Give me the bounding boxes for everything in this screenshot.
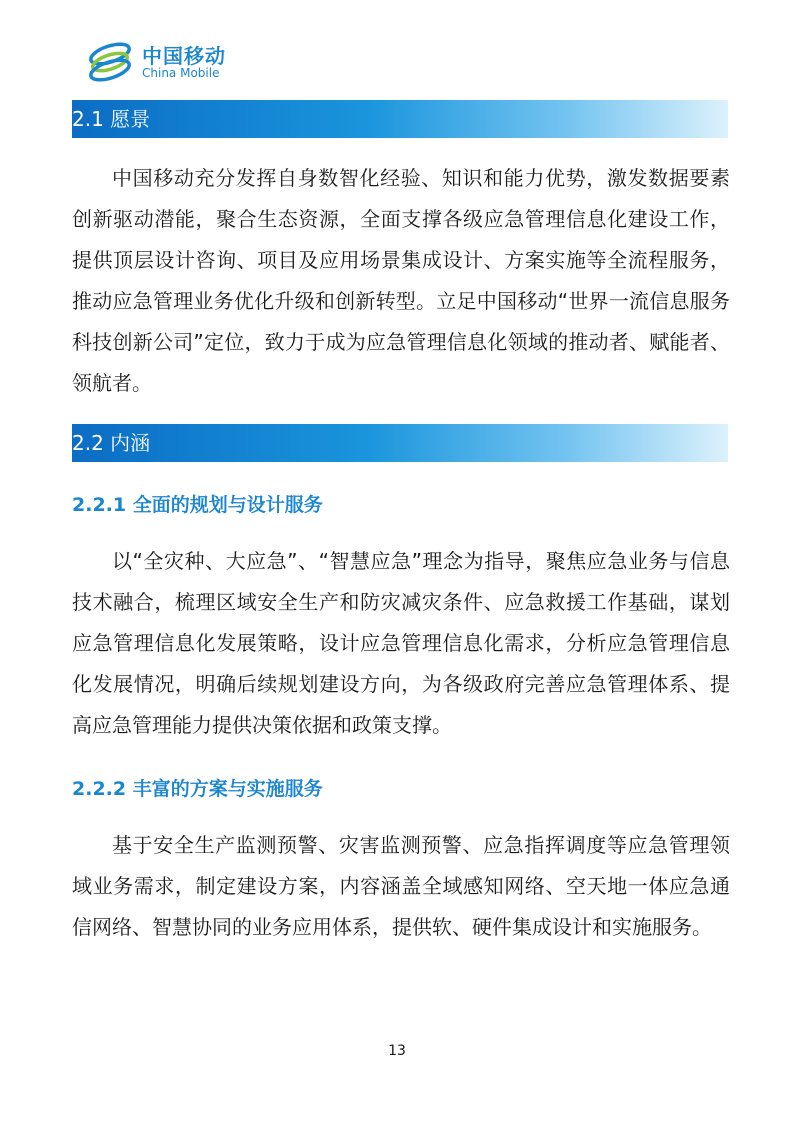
subsection-heading-2-2-2: 2.2.2 丰富的方案与实施服务	[72, 778, 323, 800]
subsection-2-2-1-paragraph: 以“全灾种、大应急”、“智慧应急”理念为指导，聚焦应急业务与信息技术融合，梳理区域安全生产和防灾减灾条件、应急救援工作基础，谋划应急管理信息化发展策略，设计应急管理信息化需求，分析应急管理信息化发展情况，明确后续规划建设方向，为各级政府完善应急管理体系、提高应急管理能力提供决策依据和政策支撑。	[72, 549, 730, 737]
section-heading-2-2: 2.2 内涵	[72, 424, 728, 462]
logo-english-name: China Mobile	[142, 66, 220, 80]
section-heading-2-1: 2.1 愿景	[72, 100, 728, 138]
subsection-heading-2-2-1: 2.2.1 全面的规划与设计服务	[72, 494, 323, 516]
page-number: 13	[388, 1043, 406, 1059]
section-2-1-paragraph: 中国移动充分发挥自身数智化经验、知识和能力优势，激发数据要素创新驱动潜能，聚合生态资源，全面支撑各级应急管理信息化建设工作，提供顶层设计咨询、项目及应用场景集成设计、方案实施等全流程服务，推动应急管理业务优化升级和创新转型。立足中国移动“世界一流信息服务科技创新公司”定位，致力于成为应急管理信息化领域的推动者、赋能者、领航者。	[72, 166, 730, 395]
subsection-2-2-2-paragraph: 基于安全生产监测预警、灾害监测预警、应急指挥调度等应急管理领域业务需求，制定建设方案，内容涵盖全域感知网络、空天地一体应急通信网络、智慧协同的业务应用体系，提供软、硬件集成设计和实施服务。	[72, 833, 730, 939]
logo-chinese-name: 中国移动	[142, 44, 226, 68]
china-mobile-logo-icon	[86, 38, 136, 86]
china-mobile-logo	[86, 38, 256, 88]
